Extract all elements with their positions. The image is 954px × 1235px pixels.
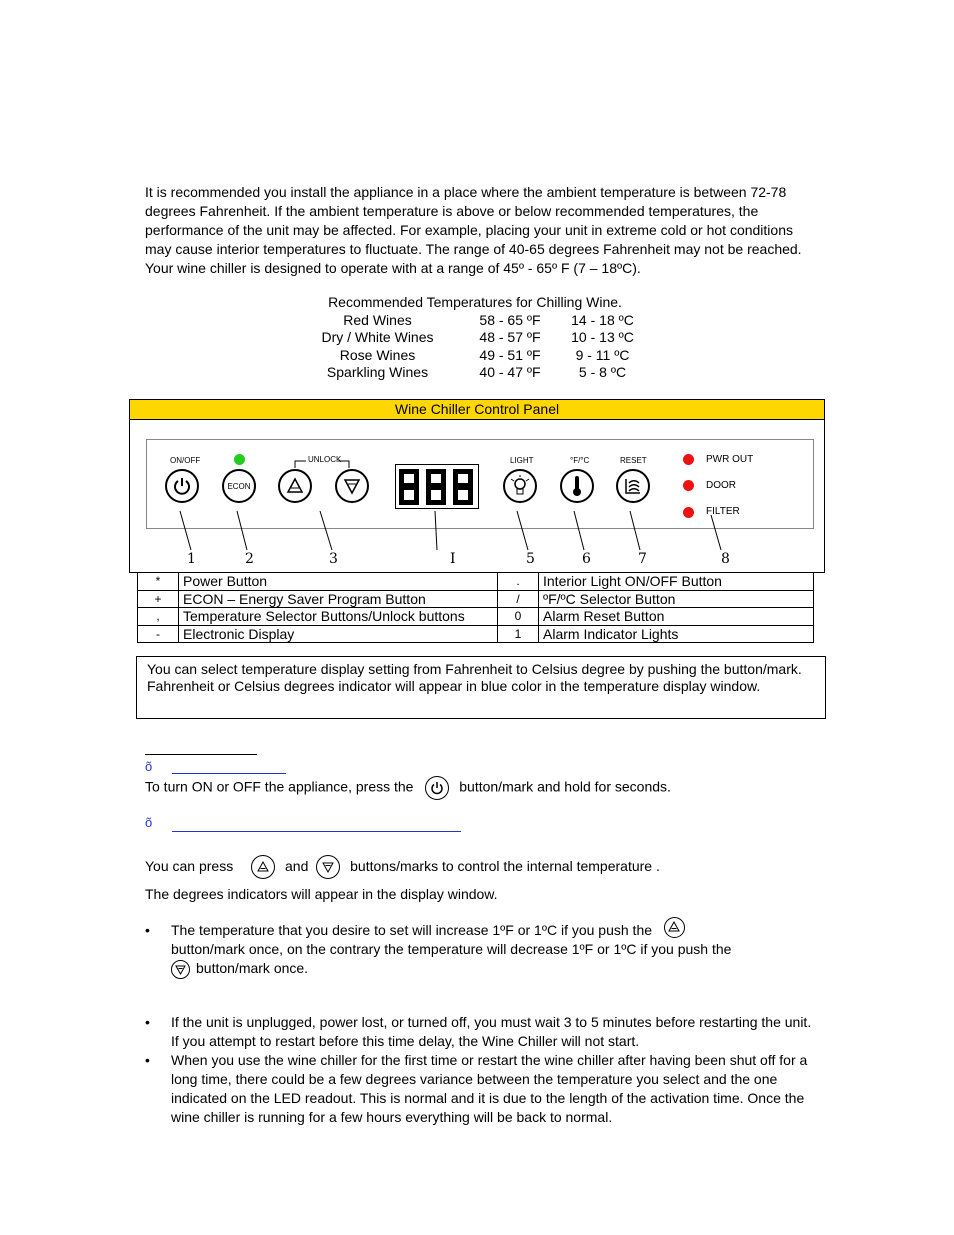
legend-desc: Alarm Indicator Lights <box>539 625 814 643</box>
pwr-out-label: PWR OUT <box>706 454 754 465</box>
alarm-reset-icon <box>622 475 644 497</box>
list-item <box>145 1013 815 1051</box>
bullet-text: button/mark once, on the contrary the temperature will decrease 1ºF or 1ºC if you push the <box>171 941 732 957</box>
legend-desc: Interior Light ON/OFF Button <box>539 573 814 591</box>
callout-number: 8 <box>721 551 730 567</box>
bullet-dot: • <box>145 1052 150 1068</box>
callout-number: 3 <box>329 551 338 567</box>
legend-desc: Electronic Display <box>179 625 498 643</box>
link-underline[interactable] <box>172 831 461 832</box>
legend-key: 1 <box>498 625 539 643</box>
pwr-out-led <box>683 454 694 465</box>
light-label: LIGHT <box>510 456 534 465</box>
bullet-dot: • <box>145 922 150 938</box>
onoff-label: ON/OFF <box>170 456 201 465</box>
legend-key: / <box>498 590 539 608</box>
wine-name: Rose Wines <box>339 346 416 363</box>
power-icon <box>172 476 192 496</box>
callout-number: 1 <box>187 551 196 567</box>
bulb-icon <box>509 475 531 497</box>
bullet-text: When you use the wine chiller for the first time or restart the wine chiller after having been shut off for a long time, there could be a few degrees variance between the temperature you select and the one indicated on the LED readout. This is normal and it is due to the length of the activation time. Once the wine chiller is running for a few hours everything will be back to normal. <box>171 1052 808 1125</box>
unlock-bracket <box>292 455 352 469</box>
legend-desc: ECON – Energy Saver Program Button <box>179 590 498 608</box>
temp-up-button[interactable] <box>278 469 312 503</box>
temperature-table <box>300 294 660 382</box>
triangle-down-icon <box>316 855 340 879</box>
temperature-row <box>300 312 660 330</box>
temp-celsius: 14 - 18 ºC <box>571 311 634 328</box>
power-instruction <box>145 776 671 800</box>
temp-celsius: 5 - 8 ºC <box>578 364 627 381</box>
temp-fahrenheit: 49 - 51 ºF <box>479 346 541 363</box>
table-row <box>138 573 814 591</box>
unlock-label: UNLOCK <box>308 455 342 464</box>
fc-label: °F/°C <box>570 456 590 465</box>
callout-number: 7 <box>638 551 647 567</box>
press-instruction <box>145 855 660 879</box>
legend-key: - <box>138 625 179 643</box>
door-led <box>683 480 694 491</box>
legend-desc: Power Button <box>179 573 498 591</box>
light-button[interactable] <box>503 469 537 503</box>
bullet-text: button/mark once. <box>196 960 309 976</box>
econ-button-label: ECON <box>227 481 251 491</box>
press-text: You can press <box>145 858 234 874</box>
list-item <box>145 1051 815 1127</box>
power-instruction-text: button/mark and hold for seconds. <box>459 778 671 795</box>
legend-key: + <box>138 590 179 608</box>
temperature-row <box>300 347 660 365</box>
intro-paragraph: It is recommended you install the appliance in a place where the ambient temperature is between 72-78 degrees Fahrenheit. If the ambient temperature is above or below recommended temperatures, the performance of the unit may be affected. For example, placing your unit in extreme cold or hot conditions may cause interior temperatures to fluctuate. The range of 40-65 degrees Fahrenheit may not be reached. Your wine chiller is designed to operate with at a range of 45º - 65º F (7 – 18ºC). <box>145 184 802 276</box>
press-text: buttons/marks to control the internal temperature . <box>350 858 660 874</box>
link-underline[interactable] <box>172 773 286 774</box>
filter-label: FILTER <box>706 506 740 517</box>
econ-indicator-led <box>234 454 245 465</box>
temp-fahrenheit: 48 - 57 ºF <box>479 329 541 346</box>
econ-button[interactable] <box>222 469 256 503</box>
legend-key: * <box>138 573 179 591</box>
callout-lines <box>146 505 812 555</box>
temp-fahrenheit: 58 - 65 ºF <box>479 311 541 328</box>
legend-desc: ºF/ºC Selector Button <box>539 590 814 608</box>
section-heading-underline <box>145 754 257 755</box>
power-icon-inline <box>425 776 449 800</box>
power-instruction-text: To turn ON or OFF the appliance, press the <box>145 778 414 795</box>
control-legend-table <box>137 572 814 643</box>
bullet-glyph: õ <box>145 815 153 830</box>
electronic-display <box>395 464 479 509</box>
callout-number: 6 <box>582 551 591 567</box>
control-panel-title: Wine Chiller Control Panel <box>130 400 824 420</box>
press-text: and <box>285 858 309 874</box>
callout-number: I <box>450 551 456 567</box>
callout-number: 5 <box>526 551 535 567</box>
reset-label: RESET <box>620 456 647 465</box>
fahrenheit-celsius-note: You can select temperature display setting from Fahrenheit to Celsius degree by pushing the button/mark. Fahrenheit or Celsius degrees indicator will appear in blue color in the temperature display window. <box>136 656 826 719</box>
list-item <box>145 921 815 979</box>
temperature-row <box>300 329 660 347</box>
table-row <box>138 625 814 643</box>
wine-name: Sparkling Wines <box>326 364 429 381</box>
door-label: DOOR <box>706 480 736 491</box>
legend-key: 0 <box>498 608 539 626</box>
temperature-row <box>300 364 660 382</box>
thermometer-icon <box>567 474 587 498</box>
triangle-down-icon <box>171 960 190 979</box>
legend-key: . <box>498 573 539 591</box>
bullet-dot: • <box>145 1014 150 1030</box>
legend-desc: Alarm Reset Button <box>539 608 814 626</box>
bullet-text: The temperature that you desire to set will increase 1ºF or 1ºC if you push the <box>171 922 653 938</box>
bullet-text: If the unit is unplugged, power lost, or turned off, you must wait 3 to 5 minutes before restarting the unit. If you attempt to restart before this time delay, the Wine Chiller will not start. <box>171 1014 812 1049</box>
temp-celsius: 9 - 11 ºC <box>575 346 630 363</box>
triangle-up-icon <box>251 855 275 879</box>
table-row <box>138 608 814 626</box>
legend-desc: Temperature Selector Buttons/Unlock buttons <box>179 608 498 626</box>
triangle-down-icon <box>342 476 362 496</box>
degrees-indicator-text: The degrees indicators will appear in the display window. <box>145 886 498 902</box>
wine-name: Red Wines <box>343 311 412 328</box>
power-button[interactable] <box>165 469 199 503</box>
bullet-glyph: õ <box>145 759 153 774</box>
wine-name: Dry / White Wines <box>321 329 434 346</box>
temperature-table-title: Recommended Temperatures for Chilling Wine. <box>328 294 622 310</box>
triangle-up-icon <box>664 917 685 938</box>
reset-button[interactable] <box>616 469 650 503</box>
triangle-up-icon <box>285 476 305 496</box>
fc-selector-button[interactable] <box>560 469 594 503</box>
temp-fahrenheit: 40 - 47 ºF <box>479 364 541 381</box>
table-row <box>138 590 814 608</box>
temp-celsius: 10 - 13 ºC <box>571 329 634 346</box>
temp-down-button[interactable] <box>335 469 369 503</box>
callout-number: 2 <box>245 551 254 567</box>
legend-key: , <box>138 608 179 626</box>
